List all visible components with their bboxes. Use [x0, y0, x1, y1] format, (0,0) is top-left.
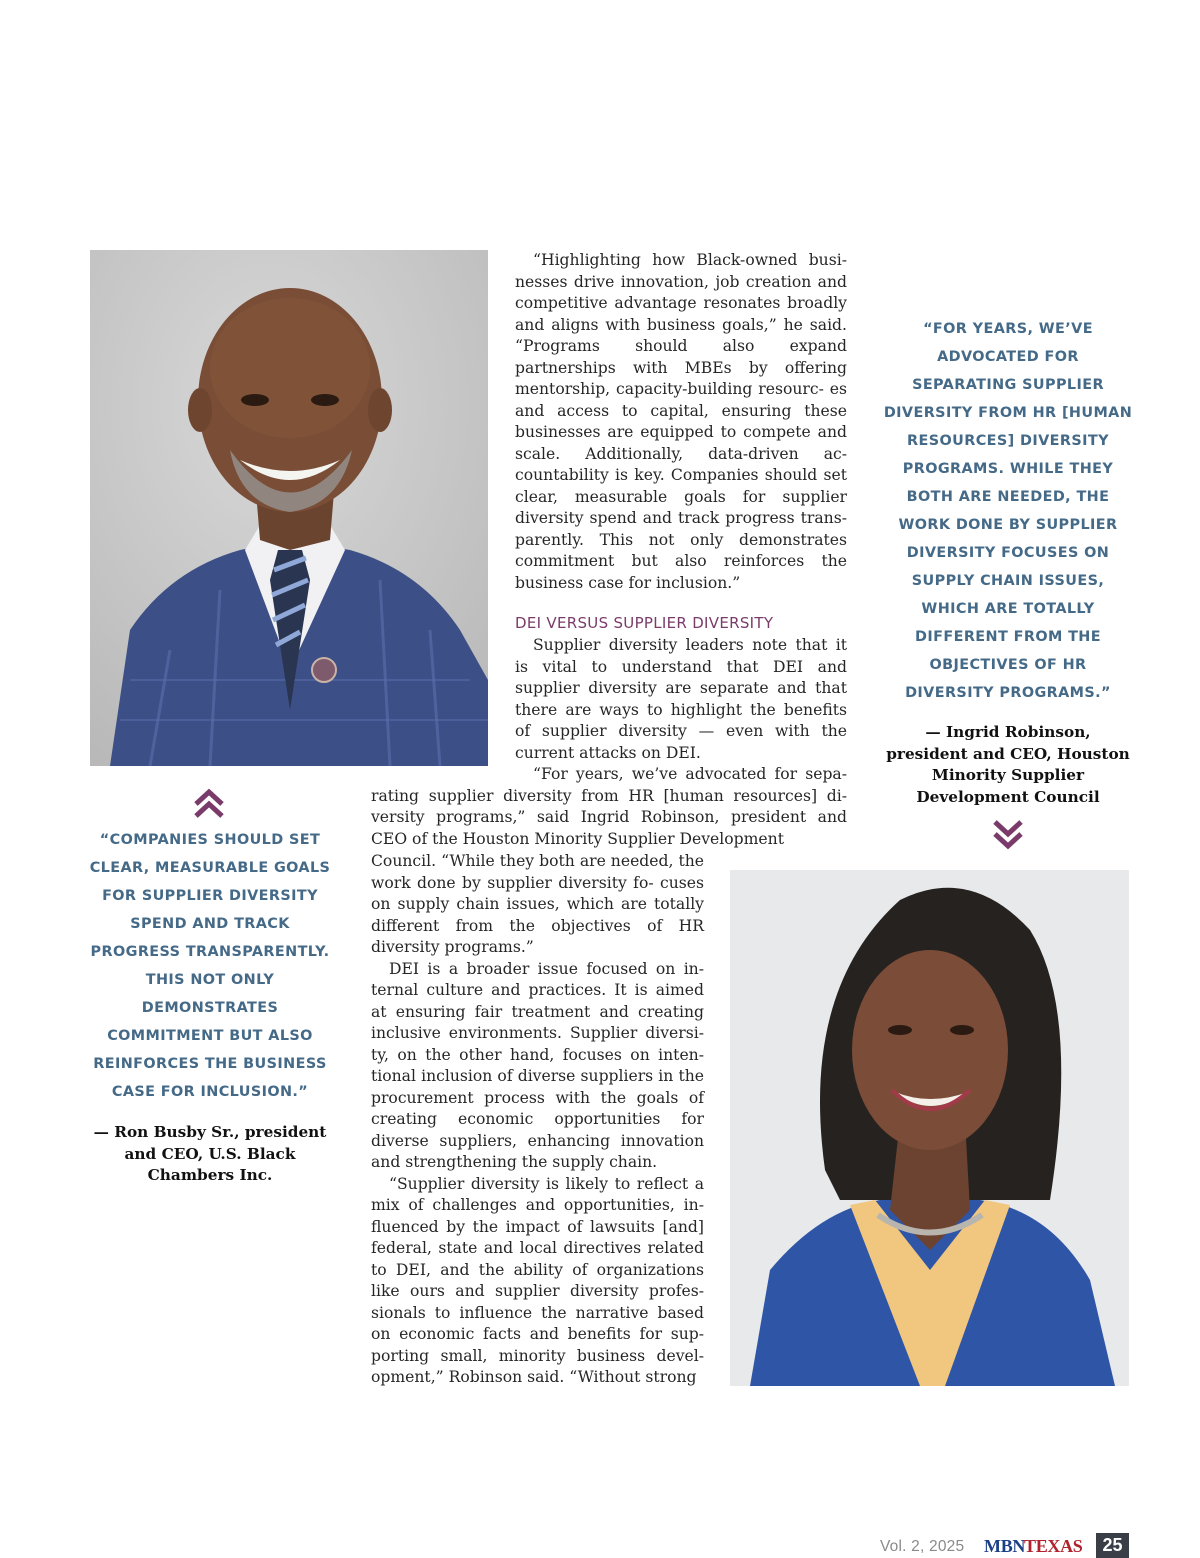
- page-footer: [880, 1536, 1200, 1558]
- brand-logo-texas: TEXAS: [1024, 1536, 1083, 1556]
- article-paragraph: Council. “While they both are needed, the work done by supplier diversity fo- cuses on supply chain issues, which are totally different from the objectives of HR diversity programs.”: [371, 852, 704, 956]
- article-paragraph: “Supplier diversity is likely to reflect a mix of challenges and opportunities, in- fluenced by the impact of lawsuits [and] federal, state and local directives related to DEI, and the ability of organizations like ours and supplier diversity profes- sionals to influence the narrative based on economic facts and benefits for sup- porting small, minority business devel- opment,” Robinson said. “Without strong: [371, 1174, 704, 1386]
- article-column-c: [371, 851, 704, 1389]
- article-paragraph: “For years, we’ve advocated for sepa- rating supplier diversity from HR [human resources] di- versity programs,” said Ingrid Robinson, president and CEO of the Houston Minority Supplier Development: [371, 765, 847, 848]
- photo-ingrid-robinson: [730, 870, 1129, 1386]
- chevron-down-icon: [991, 818, 1025, 852]
- article-paragraph: “Highlighting how Black-owned busi- nesses drive innovation, job creation and competitive advantage resonates broadly and aligns with business goals,” he said. “Programs should also expand partnerships with MBEs by offering mentorship, capacity-building resourc- es and access to capital, ensuring these businesses are equipped to compete and scale. Additionally, data-driven ac- countability is key. Companies should set clear, measurable goals for supplier diversity spend and track progress trans- parently. This not only demonstrates commitment but also reinforces the business case for inclusion.”: [515, 251, 847, 592]
- pull-quote-left: “COMPANIES SHOULD SET CLEAR, MEASURABLE GOALS FOR SUPPLIER DIVERSITY SPEND AND TRACK PROGRESS TRANSPARENTLY. THIS NOT ONLY DEMONSTRATES COMMITMENT BUT ALSO REINFORCES THE BUSINESS CASE FOR INCLUSION.”: [89, 832, 331, 1100]
- brand-logo-mbn: MBN: [984, 1536, 1026, 1556]
- pull-quote-right: “FOR YEARS, WE’VE ADVOCATED FOR SEPARATING SUPPLIER DIVERSITY FROM HR [HUMAN RESOURCES] DIVERSITY PROGRAMS. WHILE THEY BOTH ARE NEEDED, THE WORK DONE BY SUPPLIER DIVERSITY FOCUSES ON SUPPLY CHAIN ISSUES, WHICH ARE TOTALLY DIFFERENT FROM THE OBJECTIVES OF HR DIVERSITY PROGRAMS.”: [883, 321, 1133, 701]
- pull-quote-right-attribution: — Ingrid Robinson, president and CEO, Houston Minority Supplier Development Council: [886, 723, 1130, 806]
- article-column-a: [515, 250, 847, 764]
- volume-label: Vol. 2, 2025: [880, 1538, 965, 1555]
- page-number: 25: [1096, 1533, 1129, 1558]
- pull-quote-left-attribution: — Ron Busby Sr., president and CEO, U.S. Black Chambers Inc.: [93, 1123, 327, 1184]
- photo-ron-busby: [90, 250, 488, 766]
- article-paragraph: Supplier diversity leaders note that it is vital to understand that DEI and supplier diversity are separate and that there are ways to highlight the benefits of supplier diversity — even with the current attacks on DEI.: [515, 636, 847, 762]
- section-subhead: DEI VERSUS SUPPLIER DIVERSITY: [515, 614, 774, 632]
- article-column-b: [371, 764, 847, 850]
- chevron-up-icon: [192, 786, 226, 820]
- article-paragraph: DEI is a broader issue focused on in- ternal culture and practices. It is aimed at ensuring fair treatment and creating inclusive environments. Supplier diversi- ty, on the other hand, focuses on inten- tional inclusion of diverse suppliers in the procurement process with the goals of creating economic opportunities for diverse suppliers, enhancing innovation and strengthening the supply chain.: [371, 959, 704, 1171]
